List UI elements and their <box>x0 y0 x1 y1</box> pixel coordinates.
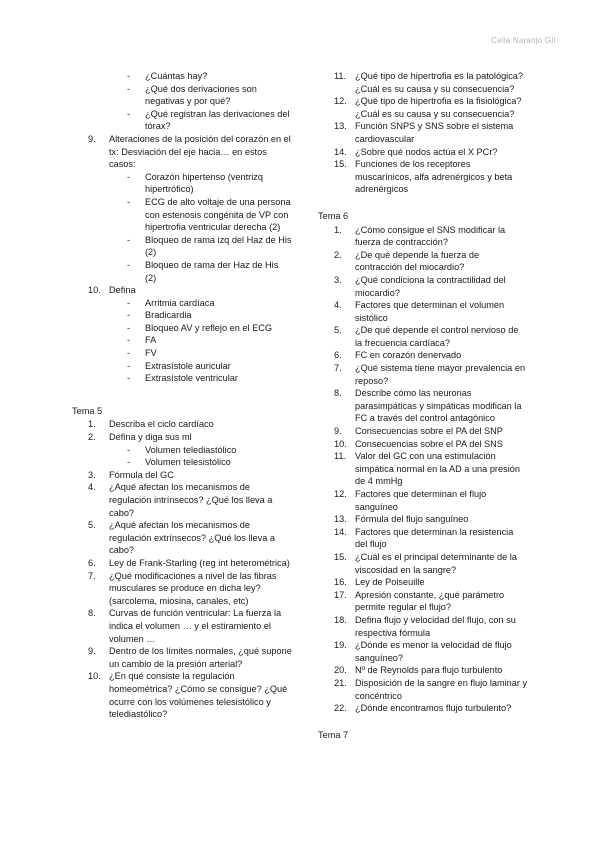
list-item: - ECG de alto voltaje de una persona con estenosis congénita de VP con hipertrofia ventricular derecha (2) <box>127 196 291 233</box>
list-item: - ¿Qué registran las derivaciones del tórax? <box>127 108 290 132</box>
list-item <box>72 133 292 171</box>
item-number: 5. <box>88 520 96 531</box>
item-number: 9. <box>88 133 96 144</box>
item-number: 15. <box>334 551 347 562</box>
list-item <box>318 513 528 526</box>
item-number: 8. <box>88 608 96 619</box>
list-item <box>72 519 292 557</box>
item-number: 13. <box>334 514 347 525</box>
item-text: Consecuencias sobre el PA del SNS <box>355 438 503 449</box>
item-text: Fórmula del flujo sanguíneo <box>355 514 469 525</box>
list-item <box>72 284 292 297</box>
list-item <box>318 614 528 639</box>
item-number: 9. <box>88 646 96 657</box>
right-column <box>318 70 528 742</box>
list-item <box>318 526 528 551</box>
list-item <box>72 570 292 608</box>
item-text: ¿Cómo consigue el SNS modificar la fuerza de contracción? <box>355 224 506 248</box>
item-number: 2. <box>334 249 342 260</box>
page-header: Celia Naranjo GII <box>491 36 556 45</box>
item-text: Ley de Frank-Starling (reg int heterométrica) <box>109 557 290 568</box>
sub-item-text: FA <box>145 335 157 346</box>
item-text: Alteraciones de la posición del corazón en el tx: Desviación del eje hacia… en estos casos: <box>109 133 291 170</box>
list-item: - ¿Qué dos derivaciones son negativas y por qué? <box>127 83 257 107</box>
sub-item-text: Extrasístole ventricular <box>145 373 238 384</box>
item-number: 3. <box>88 469 96 480</box>
item-number: 18. <box>334 614 347 625</box>
item-text: Fórmula del GC <box>109 469 174 480</box>
list-item <box>318 274 528 299</box>
sub-item-text: ¿Qué dos derivaciones son negativas y por qué? <box>145 83 257 107</box>
list-item <box>318 589 528 614</box>
list-item <box>318 224 528 249</box>
list-item <box>318 551 528 576</box>
item-text: Describe cómo las neuronas parasimpáticas y simpáticas modifican la FC a través del control antagónico <box>355 388 522 424</box>
list-item: - FV <box>127 348 157 359</box>
list-item <box>318 387 528 425</box>
item-number: 13. <box>334 121 347 132</box>
item-number: 8. <box>334 388 342 399</box>
sub-item-text: Corazón hipertenso (ventrizq hipertrófico) <box>145 171 263 195</box>
sub-item-text: FV <box>145 348 157 359</box>
list-item <box>318 450 528 488</box>
item-text: ¿Qué modificaciones a nivel de las fibras musculares se produce en dicha ley? (sarcolema, miosina, canales, etc) <box>109 570 277 606</box>
item-number: 21. <box>334 677 347 688</box>
list-item: - Corazón hipertenso (ventrizq hipertrófico) <box>127 171 263 195</box>
list-item <box>318 146 528 159</box>
section-heading-tema-5: Tema 5 <box>72 405 103 416</box>
item-text: FC en corazón denervado <box>355 350 462 361</box>
item-text: Defina flujo y velocidad del flujo, con su respectiva fórmula <box>355 614 516 638</box>
list-item <box>318 299 528 324</box>
sub-item-text: Volumen telediastólico <box>145 444 237 455</box>
item-text: ¿Aqué afectan los mecanismos de regulación extrínsecos? ¿Qué los lleva a cabo? <box>109 520 275 556</box>
list-item <box>318 576 528 589</box>
list-item <box>318 639 528 664</box>
list-item: - Bloqueo AV y reflejo en el ECG <box>127 322 272 333</box>
item-number: 14. <box>334 146 347 157</box>
list-item <box>318 677 528 702</box>
list-item <box>72 469 292 482</box>
list-item: - ¿Cuántas hay? <box>127 71 208 81</box>
list-item <box>318 95 528 120</box>
list-item: - Bloqueo de rama der Haz de His (2) <box>127 259 279 283</box>
list-item: - Bradicardia <box>127 310 192 321</box>
list-item: - Arritmia cardíaca <box>127 297 215 308</box>
section-heading-tema-7: Tema 7 <box>318 729 349 740</box>
item-number: 22. <box>334 703 347 714</box>
item-text: Factores que determinan la resistencia del flujo <box>355 526 514 550</box>
item-number: 10. <box>88 285 101 296</box>
sub-item-text: Volumen telesistólico <box>145 457 231 468</box>
list-item: - FA <box>127 335 157 346</box>
list-item <box>318 324 528 349</box>
sub-item-text: ¿Qué registran las derivaciones del tórax? <box>145 108 290 132</box>
sub-item-text: Bloqueo de rama der Haz de His (2) <box>145 259 279 283</box>
item-text: Funciones de los receptores muscarínicos, alfa adrenérgicos y beta adrenérgicos <box>355 159 513 195</box>
item-text: Nº de Reynolds para flujo turbulento <box>355 665 503 676</box>
list-item <box>318 362 528 387</box>
item-text: ¿En qué consiste la regulación homeométrica? ¿Cómo se consigue? ¿Qué ocurre con los volúmenes telesistólico y telediastólico? <box>109 671 288 720</box>
sub-item-text: Arritmia cardíaca <box>145 297 215 308</box>
item-number: 11. <box>334 71 347 81</box>
list-item <box>72 557 292 570</box>
list-item <box>72 418 292 431</box>
item-number: 12. <box>334 489 347 499</box>
item-number: 3. <box>334 274 342 285</box>
item-text: Factores que determinan el volumen sistólico <box>355 300 505 323</box>
item-number: 1. <box>334 224 342 235</box>
list-item <box>72 607 292 645</box>
item-number: 10. <box>88 671 101 682</box>
item-number: 16. <box>334 577 347 588</box>
item-number: 12. <box>334 96 347 107</box>
item-text: Defina <box>109 285 136 296</box>
list-item: - Extrasístole auricular <box>127 360 231 371</box>
sub-item-text: Bloqueo AV y reflejo en el ECG <box>145 322 272 333</box>
item-number: 5. <box>334 325 342 336</box>
item-text: ¿Dónde es menor la velocidad de flujo sanguíneo? <box>355 640 512 663</box>
item-number: 11. <box>334 451 347 462</box>
item-text: ¿Aqué afectan los mecanismos de regulación intrínsecos? ¿Qué los lleva a cabo? <box>109 482 273 518</box>
list-item: - Bloqueo de rama izq del Haz de His (2) <box>127 234 292 258</box>
list-item <box>72 645 292 670</box>
item-text: ¿Qué condiciona la contractilidad del miocardio? <box>355 274 506 298</box>
list-item: - Volumen telesistólico <box>127 457 231 468</box>
item-number: 7. <box>334 363 342 374</box>
list-item <box>72 481 292 519</box>
item-text: Apresión constante, ¿qué parámetro permite regular el flujo? <box>355 589 505 613</box>
list-item <box>318 158 528 196</box>
item-number: 7. <box>88 570 96 581</box>
item-text: ¿Qué sistema tiene mayor prevalencia en reposo? <box>355 363 526 386</box>
item-number: 19. <box>334 640 347 651</box>
item-number: 14. <box>334 526 347 537</box>
item-text: Consecuencias sobre el PA del SNP <box>355 426 503 437</box>
sub-item-text: Extrasístole auricular <box>145 360 231 371</box>
item-number: 1. <box>88 419 96 430</box>
item-number: 10. <box>334 438 347 449</box>
item-number: 2. <box>88 432 96 443</box>
item-text: ¿De qué depende la fuerza de contracción del miocardio? <box>355 249 480 273</box>
item-number: 15. <box>334 159 347 170</box>
list-item: - Extrasístole ventricular <box>127 373 238 384</box>
item-text: ¿Qué tipo de hipertrofia es la fisiológica? ¿Cuál es su causa y su consecuencia? <box>355 96 522 119</box>
sub-item-text: Bradicardia <box>145 310 192 321</box>
item-number: 20. <box>334 665 347 676</box>
item-text: Curvas de función ventricular: La fuerza la indica el volumen … y el estiramiento el volumen … <box>109 608 282 644</box>
list-item <box>318 702 528 715</box>
item-number: 4. <box>334 300 342 311</box>
item-text: Disposición de la sangre en flujo laminar y concéntrico <box>355 677 528 701</box>
list-item <box>318 664 528 677</box>
sub-item-text: ECG de alto voltaje de una persona con estenosis congénita de VP con hipertrofia ventricular derecha (2) <box>145 196 291 233</box>
item-number: 17. <box>334 589 347 600</box>
item-number: 4. <box>88 482 96 493</box>
left-column <box>72 70 292 721</box>
item-text: Ley de Poiseuille <box>355 577 425 588</box>
item-text: ¿De qué depende el control nervioso de la frecuencia cardíaca? <box>355 325 519 348</box>
list-item <box>318 349 528 362</box>
list-item <box>318 488 528 513</box>
list-item <box>72 670 292 720</box>
item-number: 6. <box>334 350 342 361</box>
item-text: ¿Dónde encontramos flujo turbulento? <box>355 703 512 714</box>
item-number: 9. <box>334 426 342 437</box>
list-item <box>318 249 528 274</box>
section-heading-tema-6: Tema 6 <box>318 210 349 221</box>
item-text: Factores que determinan el flujo sanguíneo <box>355 489 487 512</box>
sub-item-text: Bloqueo de rama izq del Haz de His (2) <box>145 234 292 258</box>
item-text: Defina y diga sus ml <box>109 432 192 443</box>
list-item <box>318 70 528 95</box>
item-text: Describa el ciclo cardíaco <box>109 419 214 430</box>
item-text: Dentro de los límites normales, ¿qué supone un cambio de la presión arterial? <box>109 646 292 669</box>
item-text: Valor del GC con una estimulación simpática normal en la AD a una presión de 4 mmHg <box>355 451 520 487</box>
list-item <box>318 438 528 451</box>
list-item <box>318 120 528 145</box>
list-item <box>318 425 528 438</box>
item-text: Función SNPS y SNS sobre el sistema cardiovascular <box>355 121 514 144</box>
list-item: - Volumen telediastólico <box>127 444 237 455</box>
list-item <box>72 431 292 444</box>
item-text: ¿Sobre qué nodos actúa el X PCr? <box>355 146 498 157</box>
item-text: ¿Qué tipo de hipertrofia es la patológica? ¿Cuál es su causa y su consecuencia? <box>355 71 524 94</box>
sub-item-text: ¿Cuántas hay? <box>145 71 208 81</box>
item-text: ¿Cuál es el principal determinante de la viscosidad en la sangre? <box>355 551 517 575</box>
item-number: 6. <box>88 557 96 568</box>
